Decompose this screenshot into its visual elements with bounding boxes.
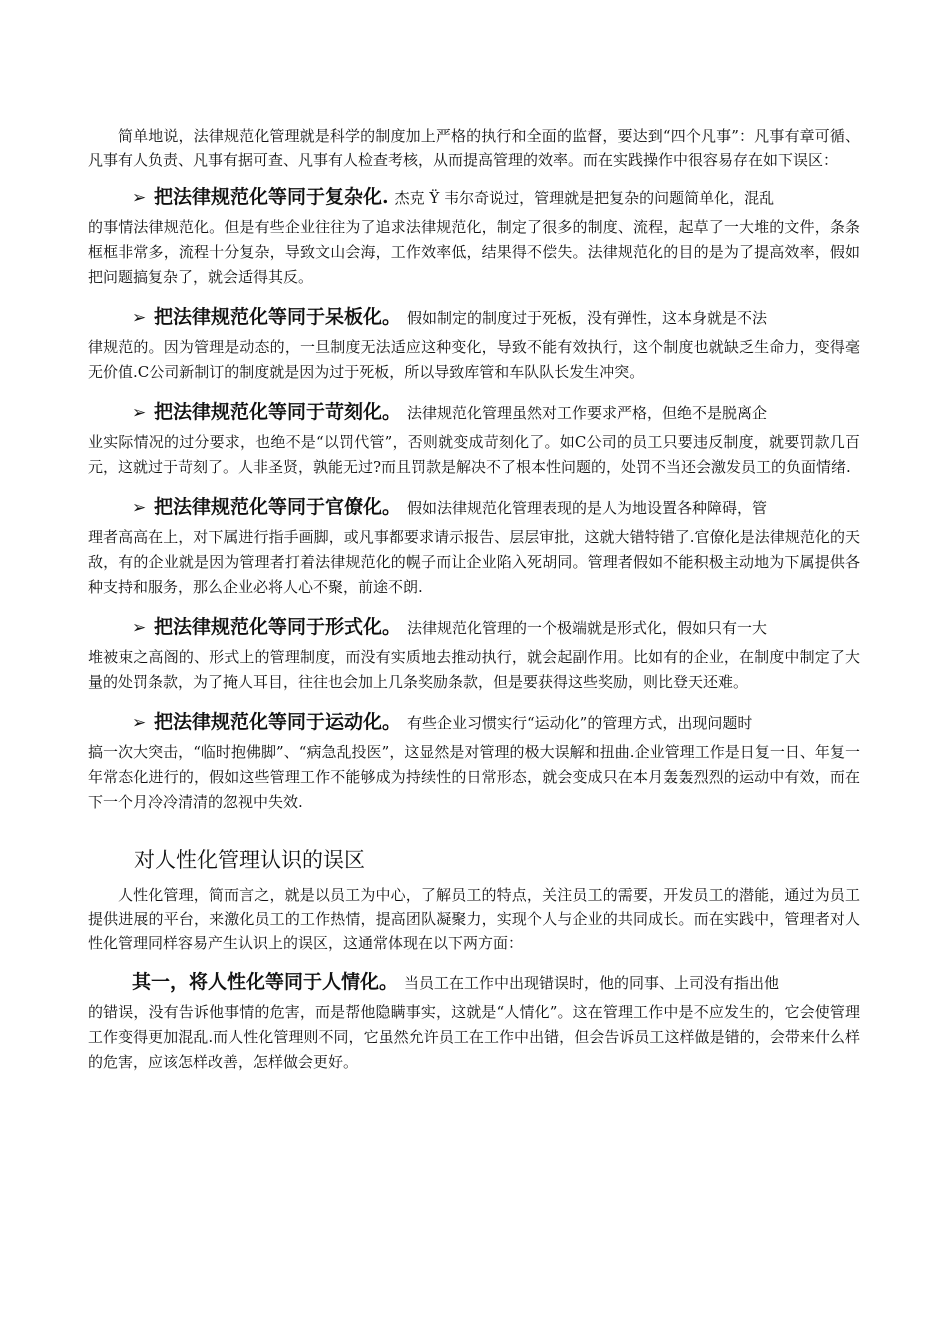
- misconception-item-rigid: [88, 302, 860, 385]
- sub-item-lead-text: 当员工在工作中出现错误时，他的同事、上司没有指出他: [404, 974, 780, 992]
- item-body: 业实际情况的过分要求，也绝不是“以罚代管”，否则就变成苛刻化了。如C公司的员工只要违反制度，就要罚款几百元，这就过于苛刻了。人非圣贤，孰能无过?而且罚款是解决不了根本性问题的，处罚不当还会激发员工的负面情绪.: [88, 433, 860, 476]
- arrow-bullet-icon: ➢: [132, 403, 147, 423]
- sub-item-lead-line: [88, 967, 860, 998]
- sub-item-body: 的错误，没有告诉他事情的危害，而是帮他隐瞒事实，这就是“人情化”。这在管理工作中是不应发生的，它会使管理工作变得更加混乱.而人性化管理则不同，它虽然允许员工在工作中出错，但会告诉员工这样做是错的，会带来什么样的危害，应该怎样改善，怎样做会更好。: [88, 1003, 860, 1071]
- item-heading: 把法律规范化等同于运动化。: [154, 711, 402, 733]
- misconception-item-complex: [88, 182, 860, 290]
- document-page: [88, 124, 860, 1075]
- item-body: 搞一次大突击，“临时抱佛脚”、“病急乱投医”，这显然是对管理的极大误解和扭曲.企业管理工作是日复一日、年复一年常态化进行的，假如这些管理工作不能够成为持续性的日常形态，就会变成只在本月轰轰烈烈的运动中有效，而在下一个月冷冷清清的忽视中失效.: [88, 743, 860, 811]
- intro-paragraph: 简单地说，法律规范化管理就是科学的制度加上严格的执行和全面的监督，要达到“四个凡事”：凡事有章可循、凡事有人负责、凡事有据可查、凡事有人检查考核，从而提高管理的效率。而在实践操作中很容易存在如下误区：: [88, 127, 860, 169]
- item-body: 理者高高在上，对下属进行指手画脚，或凡事都要求请示报告、层层审批，这就大错特错了.官僚化是法律规范化的天敌，有的企业就是因为管理者打着法律规范化的幌子而让企业陷入死胡同。管理者假如不能积极主动地为下属提供各种支持和服务，那么企业必将人心不聚，前途不朗.: [88, 528, 860, 596]
- section-title: 对人性化管理认识的误区: [134, 848, 365, 872]
- arrow-bullet-icon: ➢: [132, 498, 147, 518]
- item-lead-line: [88, 397, 860, 428]
- sub-item-heading: 其一，将人性化等同于人情化。: [132, 971, 399, 993]
- arrow-bullet-icon: ➢: [132, 188, 147, 208]
- arrow-bullet-icon: ➢: [132, 308, 147, 328]
- arrow-bullet-icon: ➢: [132, 618, 147, 638]
- misconception-item-formalistic: [88, 612, 860, 695]
- item-lead-text: 假如制定的制度过于死板，没有弹性，这本身就是不法: [407, 309, 768, 327]
- item-body: 律规范的。因为管理是动态的，一旦制度无法适应这种变化，导致不能有效执行，这个制度也就缺乏生命力，变得毫无价值.C公司新制订的制度就是因为过于死板，所以导致库管和车队队长发生冲突。: [88, 338, 860, 381]
- item-body: 的事情法律规范化。但是有些企业往往为了追求法律规范化，制定了很多的制度、流程，起草了一大堆的文件，条条框框非常多，流程十分复杂，导致文山会海，工作效率低，结果得不偿失。法律规范化的目的是为了提高效率，假如把问题搞复杂了，就会适得其反。: [88, 218, 860, 286]
- item-lead-line: [88, 707, 860, 738]
- item-lead-text: 有些企业习惯实行“运动化”的管理方式，出现问题时: [407, 714, 753, 732]
- misconception-item-harsh: [88, 397, 860, 480]
- item-lead-line: [88, 612, 860, 643]
- misconception-item-campaign: [88, 707, 860, 815]
- item-lead-line: [88, 302, 860, 333]
- section-paragraph: 人性化管理，简而言之，就是以员工为中心，了解员工的特点，关注员工的需要，开发员工的潜能，通过为员工提供进展的平台，来激化员工的工作热情，提高团队凝聚力，实现个人与企业的共同成长。而在实践中，管理者对人性化管理同样容易产生认识上的误区，这通常体现在以下两方面：: [88, 886, 860, 952]
- item-body: 堆被束之高阁的、形式上的管理制度，而没有实质地去推动执行，就会起副作用。比如有的企业，在制度中制定了大量的处罚条款，为了掩人耳目，往往也会加上几条奖励条款，但是要获得这些奖励，则比登天还难。: [88, 648, 860, 691]
- item-lead-text: 假如法律规范化管理表现的是人为地设置各种障碍，管: [407, 499, 768, 517]
- item-lead-text: 法律规范化管理虽然对工作要求严格，但绝不是脱离企: [407, 404, 768, 422]
- item-heading: 把法律规范化等同于呆板化。: [154, 306, 402, 328]
- item-heading: 把法律规范化等同于官僚化。: [154, 496, 402, 518]
- misconception-item-bureaucratic: [88, 492, 860, 600]
- item-lead-line: [88, 182, 860, 213]
- item-heading: 把法律规范化等同于复杂化.: [154, 186, 389, 208]
- item-lead-text: 法律规范化管理的一个极端就是形式化，假如只有一大: [407, 619, 768, 637]
- sub-item-humanized: [88, 967, 860, 1075]
- item-lead-line: [88, 492, 860, 523]
- item-lead-text: 杰克 Ÿ 韦尔奇说过，管理就是把复杂的问题简单化，混乱: [394, 189, 775, 207]
- arrow-bullet-icon: ➢: [132, 713, 147, 733]
- item-heading: 把法律规范化等同于苛刻化。: [154, 401, 402, 423]
- item-heading: 把法律规范化等同于形式化。: [154, 616, 402, 638]
